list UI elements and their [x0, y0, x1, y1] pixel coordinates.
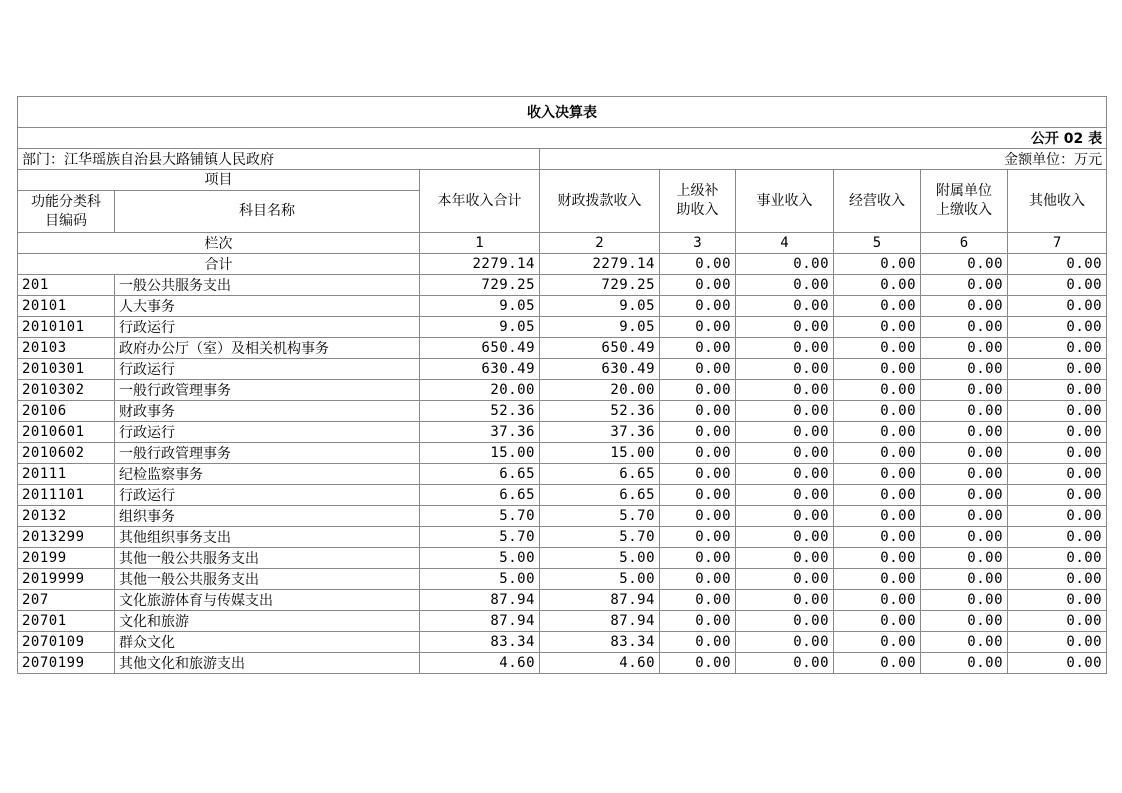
amount-cell: 0.00 [1008, 506, 1107, 527]
amount-cell: 0.00 [660, 548, 736, 569]
amount-cell: 0.00 [660, 275, 736, 296]
amount-cell: 0.00 [1008, 359, 1107, 380]
subject-name-cell: 其他一般公共服务支出 [115, 548, 420, 569]
amount-cell: 0.00 [834, 485, 921, 506]
subject-name-cell: 群众文化 [115, 632, 420, 653]
amount-cell: 87.94 [540, 611, 660, 632]
amount-cell: 0.00 [736, 275, 834, 296]
amount-cell: 0.00 [660, 296, 736, 317]
table-row [18, 527, 1107, 548]
amount-cell: 0.00 [660, 422, 736, 443]
amount-cell: 0.00 [660, 569, 736, 590]
function-code-cell: 20101 [18, 296, 115, 317]
amount-cell: 0.00 [1008, 653, 1107, 674]
amount-cell: 650.49 [420, 338, 540, 359]
subject-name-cell: 其他组织事务支出 [115, 527, 420, 548]
amount-cell: 0.00 [921, 569, 1008, 590]
amount-cell: 0.00 [921, 527, 1008, 548]
function-code-cell: 2010601 [18, 422, 115, 443]
subject-name-cell: 一般行政管理事务 [115, 443, 420, 464]
header-total-income: 本年收入合计 [420, 170, 540, 233]
amount-cell: 0.00 [1008, 590, 1107, 611]
amount-cell: 0.00 [921, 359, 1008, 380]
total-value: 0.00 [1008, 254, 1107, 275]
amount-cell: 0.00 [921, 275, 1008, 296]
column-index: 7 [1008, 233, 1107, 254]
table-row [18, 422, 1107, 443]
column-index: 3 [660, 233, 736, 254]
amount-cell: 0.00 [834, 506, 921, 527]
amount-cell: 0.00 [660, 443, 736, 464]
amount-cell: 4.60 [540, 653, 660, 674]
amount-cell: 0.00 [736, 359, 834, 380]
header-function-code-text: 功能分类科目编码 [31, 193, 101, 229]
amount-unit-label: 金额单位：万元 [540, 149, 1107, 170]
amount-cell: 5.70 [420, 506, 540, 527]
amount-cell: 20.00 [540, 380, 660, 401]
function-code-cell: 20701 [18, 611, 115, 632]
function-code-cell: 2010101 [18, 317, 115, 338]
amount-cell: 15.00 [540, 443, 660, 464]
subject-name-cell: 财政事务 [115, 401, 420, 422]
total-row [18, 254, 1107, 275]
amount-cell: 0.00 [1008, 380, 1107, 401]
amount-cell: 0.00 [660, 653, 736, 674]
amount-cell: 0.00 [1008, 401, 1107, 422]
header-operating-income: 经营收入 [834, 170, 921, 233]
amount-cell: 0.00 [921, 506, 1008, 527]
column-index: 1 [420, 233, 540, 254]
amount-cell: 0.00 [1008, 485, 1107, 506]
amount-cell: 87.94 [540, 590, 660, 611]
amount-cell: 0.00 [736, 401, 834, 422]
table-row [18, 506, 1107, 527]
amount-cell: 0.00 [1008, 296, 1107, 317]
amount-cell: 5.70 [540, 527, 660, 548]
amount-cell: 0.00 [834, 653, 921, 674]
column-index: 4 [736, 233, 834, 254]
amount-cell: 0.00 [921, 464, 1008, 485]
amount-cell: 729.25 [540, 275, 660, 296]
total-label: 合计 [18, 254, 420, 275]
amount-cell: 5.00 [540, 548, 660, 569]
table-row [18, 590, 1107, 611]
amount-cell: 0.00 [1008, 632, 1107, 653]
total-value: 2279.14 [540, 254, 660, 275]
amount-cell: 37.36 [420, 422, 540, 443]
amount-cell: 9.05 [540, 317, 660, 338]
subject-name-cell: 行政运行 [115, 359, 420, 380]
amount-cell: 0.00 [736, 464, 834, 485]
subject-name-cell: 行政运行 [115, 317, 420, 338]
function-code-cell: 2019999 [18, 569, 115, 590]
amount-cell: 0.00 [921, 422, 1008, 443]
amount-cell: 9.05 [540, 296, 660, 317]
column-index: 2 [540, 233, 660, 254]
amount-cell: 0.00 [921, 632, 1008, 653]
amount-cell: 0.00 [736, 590, 834, 611]
total-value: 2279.14 [420, 254, 540, 275]
amount-cell: 0.00 [1008, 443, 1107, 464]
table-row [18, 611, 1107, 632]
total-value: 0.00 [921, 254, 1008, 275]
amount-cell: 0.00 [921, 653, 1008, 674]
amount-cell: 6.65 [540, 464, 660, 485]
amount-cell: 9.05 [420, 296, 540, 317]
header-upper-subsidy [660, 170, 736, 233]
subject-name-cell: 行政运行 [115, 422, 420, 443]
amount-cell: 52.36 [420, 401, 540, 422]
amount-cell: 52.36 [540, 401, 660, 422]
amount-cell: 6.65 [540, 485, 660, 506]
subject-name-cell: 纪检监察事务 [115, 464, 420, 485]
amount-cell: 0.00 [834, 338, 921, 359]
amount-cell: 0.00 [1008, 464, 1107, 485]
amount-cell: 5.70 [540, 506, 660, 527]
function-code-cell: 20103 [18, 338, 115, 359]
header-affiliated-text: 附属单位上缴收入 [936, 183, 992, 218]
amount-cell: 630.49 [540, 359, 660, 380]
amount-cell: 0.00 [1008, 548, 1107, 569]
amount-cell: 0.00 [921, 548, 1008, 569]
amount-cell: 0.00 [736, 569, 834, 590]
amount-cell: 0.00 [1008, 338, 1107, 359]
income-final-accounts-table [17, 96, 1107, 674]
function-code-cell: 201 [18, 275, 115, 296]
table-row [18, 569, 1107, 590]
amount-cell: 0.00 [1008, 569, 1107, 590]
amount-cell: 0.00 [921, 317, 1008, 338]
subject-name-cell: 一般行政管理事务 [115, 380, 420, 401]
table-row [18, 359, 1107, 380]
amount-cell: 0.00 [1008, 527, 1107, 548]
amount-cell: 0.00 [736, 317, 834, 338]
amount-cell: 0.00 [921, 485, 1008, 506]
column-index: 5 [834, 233, 921, 254]
amount-cell: 5.70 [420, 527, 540, 548]
meta-row [18, 149, 1107, 170]
amount-cell: 0.00 [834, 590, 921, 611]
amount-cell: 0.00 [834, 401, 921, 422]
table-row [18, 548, 1107, 569]
amount-cell: 630.49 [420, 359, 540, 380]
amount-cell: 650.49 [540, 338, 660, 359]
amount-cell: 0.00 [834, 548, 921, 569]
table-row [18, 296, 1107, 317]
amount-cell: 0.00 [660, 401, 736, 422]
amount-cell: 83.34 [540, 632, 660, 653]
header-other-income: 其他收入 [1008, 170, 1107, 233]
header-row-1 [18, 170, 1107, 191]
amount-cell: 0.00 [921, 296, 1008, 317]
amount-cell: 0.00 [736, 380, 834, 401]
amount-cell: 0.00 [921, 611, 1008, 632]
page-title: 收入决算表 [18, 97, 1107, 128]
amount-cell: 0.00 [921, 401, 1008, 422]
amount-cell: 0.00 [736, 485, 834, 506]
column-index-row [18, 233, 1107, 254]
header-upper-subsidy-text: 上级补助收入 [676, 183, 719, 218]
amount-cell: 4.60 [420, 653, 540, 674]
subject-name-cell: 人大事务 [115, 296, 420, 317]
amount-cell: 0.00 [660, 338, 736, 359]
function-code-cell: 2010302 [18, 380, 115, 401]
amount-cell: 0.00 [1008, 275, 1107, 296]
table-row [18, 485, 1107, 506]
amount-cell: 0.00 [834, 380, 921, 401]
amount-cell: 0.00 [834, 275, 921, 296]
total-value: 0.00 [834, 254, 921, 275]
subject-name-cell: 组织事务 [115, 506, 420, 527]
amount-cell: 0.00 [1008, 422, 1107, 443]
amount-cell: 0.00 [736, 548, 834, 569]
amount-cell: 0.00 [834, 611, 921, 632]
amount-cell: 87.94 [420, 611, 540, 632]
column-index-label: 栏次 [18, 233, 420, 254]
amount-cell: 0.00 [834, 632, 921, 653]
function-code-cell: 2013299 [18, 527, 115, 548]
table-row [18, 401, 1107, 422]
subject-name-cell: 文化旅游体育与传媒支出 [115, 590, 420, 611]
function-code-cell: 20199 [18, 548, 115, 569]
amount-cell: 15.00 [420, 443, 540, 464]
header-business-income: 事业收入 [736, 170, 834, 233]
amount-cell: 0.00 [660, 317, 736, 338]
amount-cell: 0.00 [834, 317, 921, 338]
subject-name-cell: 政府办公厅（室）及相关机构事务 [115, 338, 420, 359]
function-code-cell: 2070109 [18, 632, 115, 653]
amount-cell: 729.25 [420, 275, 540, 296]
function-code-cell: 20106 [18, 401, 115, 422]
function-code-cell: 2011101 [18, 485, 115, 506]
amount-cell: 20.00 [420, 380, 540, 401]
title-row [18, 97, 1107, 128]
amount-cell: 6.65 [420, 485, 540, 506]
subject-name-cell: 其他一般公共服务支出 [115, 569, 420, 590]
amount-cell: 0.00 [736, 422, 834, 443]
amount-cell: 0.00 [660, 590, 736, 611]
function-code-cell: 20111 [18, 464, 115, 485]
header-affiliated-income [921, 170, 1008, 233]
total-value: 0.00 [660, 254, 736, 275]
column-index: 6 [921, 233, 1008, 254]
subject-name-cell: 文化和旅游 [115, 611, 420, 632]
amount-cell: 83.34 [420, 632, 540, 653]
amount-cell: 0.00 [736, 338, 834, 359]
table-row [18, 338, 1107, 359]
table-row [18, 380, 1107, 401]
amount-cell: 0.00 [834, 296, 921, 317]
amount-cell: 5.00 [540, 569, 660, 590]
amount-cell: 0.00 [736, 506, 834, 527]
subject-name-cell: 行政运行 [115, 485, 420, 506]
table-row [18, 464, 1107, 485]
table-row [18, 317, 1107, 338]
amount-cell: 9.05 [420, 317, 540, 338]
amount-cell: 0.00 [736, 611, 834, 632]
total-value: 0.00 [736, 254, 834, 275]
amount-cell: 5.00 [420, 548, 540, 569]
function-code-cell: 2070199 [18, 653, 115, 674]
function-code-cell: 2010301 [18, 359, 115, 380]
header-subject-name: 科目名称 [115, 191, 420, 233]
amount-cell: 6.65 [420, 464, 540, 485]
amount-cell: 0.00 [834, 443, 921, 464]
amount-cell: 5.00 [420, 569, 540, 590]
amount-cell: 0.00 [736, 296, 834, 317]
form-code: 公开 02 表 [18, 128, 1107, 149]
amount-cell: 0.00 [660, 527, 736, 548]
amount-cell: 0.00 [736, 632, 834, 653]
form-code-row [18, 128, 1107, 149]
subject-name-cell: 其他文化和旅游支出 [115, 653, 420, 674]
amount-cell: 0.00 [660, 485, 736, 506]
table-row [18, 653, 1107, 674]
amount-cell: 0.00 [736, 527, 834, 548]
function-code-cell: 20132 [18, 506, 115, 527]
department-label: 部门：江华瑶族自治县大路铺镇人民政府 [18, 149, 540, 170]
header-project: 项目 [18, 170, 420, 191]
amount-cell: 0.00 [834, 527, 921, 548]
amount-cell: 0.00 [921, 380, 1008, 401]
amount-cell: 0.00 [660, 611, 736, 632]
table-row [18, 632, 1107, 653]
amount-cell: 0.00 [1008, 611, 1107, 632]
subject-name-cell: 一般公共服务支出 [115, 275, 420, 296]
amount-cell: 87.94 [420, 590, 540, 611]
amount-cell: 0.00 [834, 569, 921, 590]
amount-cell: 0.00 [660, 359, 736, 380]
amount-cell: 0.00 [660, 506, 736, 527]
amount-cell: 0.00 [921, 443, 1008, 464]
header-fiscal-appropriation: 财政拨款收入 [540, 170, 660, 233]
amount-cell: 0.00 [1008, 317, 1107, 338]
amount-cell: 0.00 [660, 464, 736, 485]
amount-cell: 0.00 [834, 464, 921, 485]
table-row [18, 275, 1107, 296]
amount-cell: 0.00 [736, 443, 834, 464]
amount-cell: 0.00 [834, 359, 921, 380]
amount-cell: 0.00 [921, 338, 1008, 359]
amount-cell: 0.00 [921, 590, 1008, 611]
function-code-cell: 2010602 [18, 443, 115, 464]
amount-cell: 0.00 [834, 422, 921, 443]
amount-cell: 0.00 [736, 653, 834, 674]
amount-cell: 0.00 [660, 380, 736, 401]
header-function-code [18, 191, 115, 233]
table-row [18, 443, 1107, 464]
amount-cell: 0.00 [660, 632, 736, 653]
amount-cell: 37.36 [540, 422, 660, 443]
function-code-cell: 207 [18, 590, 115, 611]
